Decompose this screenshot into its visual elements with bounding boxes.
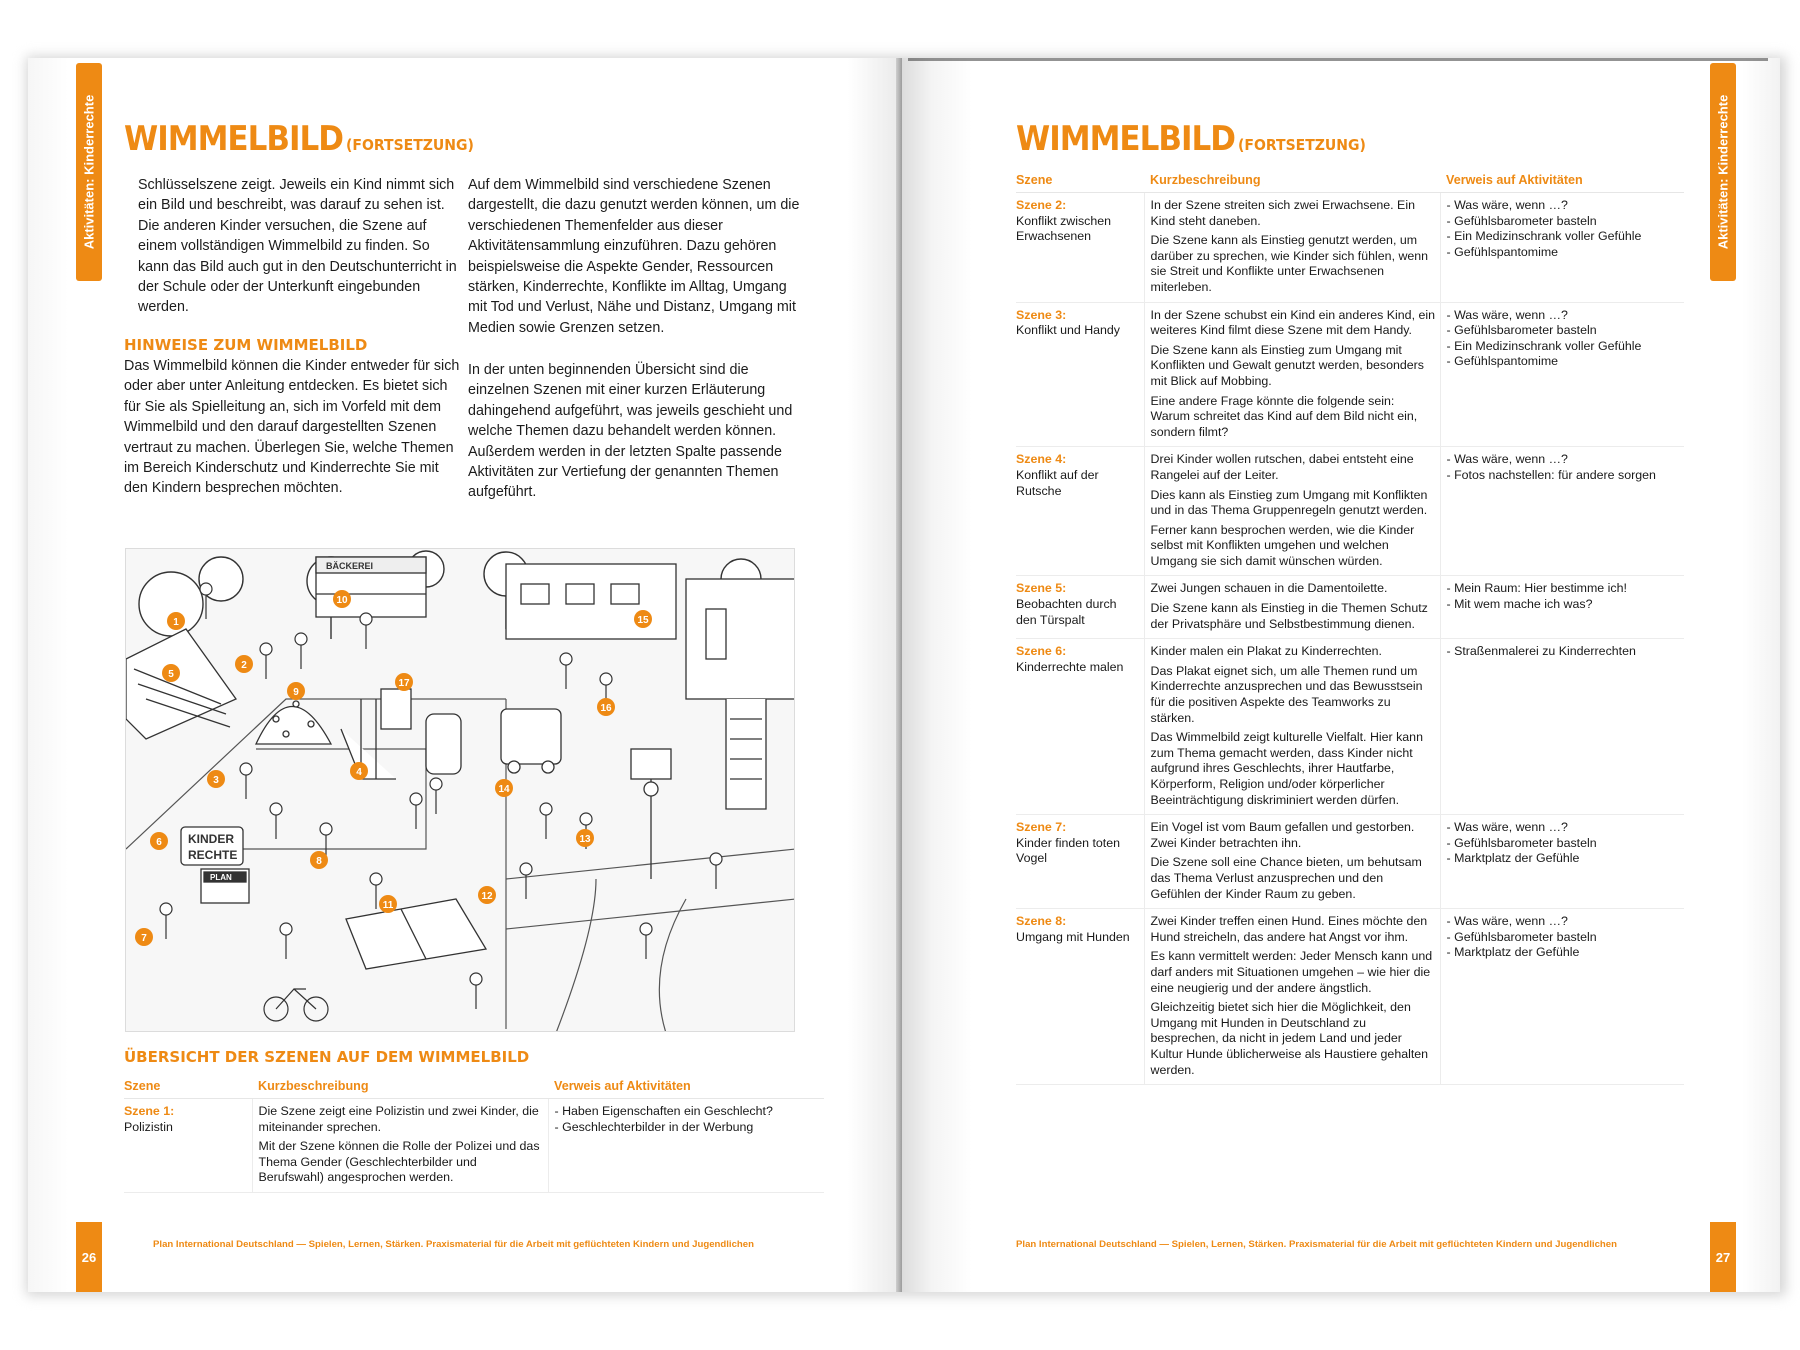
right-page-number: 27 — [1710, 1222, 1736, 1292]
left-page-heading — [124, 120, 474, 159]
description-paragraph: Die Szene kann als Einstieg genutzt werden, um darüber zu sprechen, wie Kinder sich fühlen, wenn sie Streit und Konflikte unter Erwachsenen miterleben. — [1150, 233, 1429, 294]
hints-subheading: HINWEISE ZUM WIMMELBILD — [124, 336, 368, 354]
right-side-tab-label: Aktivitäten: Kinderrechte — [1715, 94, 1731, 250]
description-cell — [1144, 639, 1440, 815]
scene-label: Szene 1: — [124, 1104, 175, 1118]
marker-5: 5 — [168, 669, 174, 680]
scene-cell — [124, 1099, 252, 1193]
description-cell — [1144, 815, 1440, 909]
description-paragraph: Die Szene zeigt eine Polizistin und zwei Kinder, die miteinander sprechen. — [258, 1104, 539, 1134]
references-cell: - Haben Eigenschaften ein Geschlecht? - Geschlechterbilder in der Werbung — [548, 1099, 824, 1193]
marker-16: 16 — [600, 703, 612, 714]
scene-title: Beobachten durch den Türspalt — [1016, 597, 1117, 627]
scene-label: Szene 2: — [1016, 198, 1067, 212]
description-paragraph: Mit der Szene können die Rolle der Polizei und das Thema Gender (Geschlechterbilder und Berufswahl) angesprochen werden. — [258, 1139, 540, 1185]
marker-9: 9 — [293, 687, 299, 698]
description-paragraph: Ferner kann besprochen werden, wie die Kinder selbst mit Konflikten umgehen und welchen Umgang sie sich damit wünschen würden. — [1150, 522, 1415, 568]
marker-8: 8 — [316, 856, 322, 867]
marker-7: 7 — [141, 933, 147, 944]
description-paragraph: Zwei Kinder treffen einen Hund. Eines möchte den Hund streicheln, das andere hat Angst vor ihm. — [1150, 914, 1428, 944]
description-paragraph: Ein Vogel ist vom Baum gefallen und gestorben. Zwei Kinder betrachten ihn. — [1150, 820, 1415, 850]
references-cell: - Was wäre, wenn …? - Gefühlsbarometer basteln - Marktplatz der Gefühle — [1440, 815, 1684, 909]
table-row — [1016, 447, 1684, 576]
description-cell — [1144, 302, 1440, 447]
col-header-description: Kurzbeschreibung — [1144, 170, 1440, 193]
table-row — [1016, 302, 1684, 447]
right-scenes-table — [1016, 170, 1684, 1085]
wimmelbild-drawing — [126, 549, 795, 1032]
description-paragraph: Kinder malen ein Plakat zu Kinderrechten. — [1150, 644, 1382, 659]
col-header-references: Verweis auf Aktivitäten — [548, 1076, 824, 1099]
scene-title: Konflikt zwischen Erwachsenen — [1016, 213, 1112, 244]
left-side-tab — [76, 63, 102, 281]
references-cell: - Was wäre, wenn …? - Gefühlsbarometer basteln - Ein Medizinschrank voller Gefühle - Gefühlspantomime — [1440, 302, 1684, 447]
left-page — [28, 58, 902, 1292]
scene-title: Umgang mit Hunden — [1016, 929, 1130, 944]
left-side-tab-label: Aktivitäten: Kinderrechte — [81, 94, 97, 250]
right-footer: Plan International Deutschland — Spielen, Lernen, Stärken. Praxismaterial für die Arbeit mit geflüchteten Kindern und Jugendlichen — [1016, 1239, 1617, 1250]
references-cell: - Was wäre, wenn …? - Gefühlsbarometer basteln - Marktplatz der Gefühle — [1440, 909, 1684, 1085]
description-paragraph: In der Szene streiten sich zwei Erwachsene. Ein Kind steht daneben. — [1150, 198, 1415, 228]
scene-cell — [1016, 576, 1144, 639]
table-row — [1016, 909, 1684, 1085]
marker-1: 1 — [173, 617, 179, 628]
description-paragraph: Das Plakat eignet sich, um alle Themen rund um Kinderrechte anzusprechen und das Bewusstsein für die positiven Aspekte des Teamworks zu stärken. — [1150, 663, 1423, 725]
scene-cell — [1016, 447, 1144, 576]
scene-title: Konflikt auf der Rutsche — [1016, 467, 1099, 498]
left-col1-intro: Schlüsselszene zeigt. Jeweils ein Kind nimmt sich ein Bild und beschreibt, was darauf zu sehen ist. Die anderen Kinder versuchen, die Szene auf einem vollständigen Wimmelbild zu finden. So kann das Bild auch gut in den Deutschunterricht in der Schule oder der Unterkunft eingebunden werden. — [138, 177, 457, 316]
description-paragraph: Die Szene soll eine Chance bieten, um behutsam das Thema Verlust anzusprechen und den Gefühlen der Kinder Raum zu geben. — [1150, 855, 1422, 901]
description-cell — [1144, 909, 1440, 1085]
overview-subheading: ÜBERSICHT DER SZENEN AUF DEM WIMMELBILD — [124, 1048, 530, 1066]
scene-title: Kinderrechte malen — [1016, 659, 1124, 674]
description-cell — [1144, 193, 1440, 303]
scene-label: Szene 7: — [1016, 820, 1067, 835]
right-side-tab — [1710, 63, 1736, 281]
references-cell: - Was wäre, wenn …? - Gefühlsbarometer basteln - Ein Medizinschrank voller Gefühle - Gefühlspantomime — [1440, 193, 1684, 303]
description-paragraph: Die Szene kann als Einstieg zum Umgang mit Konflikten und Gewalt genutzt werden, besonders mit Blick auf Mobbing. — [1150, 342, 1424, 388]
right-heading-text: WIMMELBILD — [1016, 120, 1236, 159]
description-paragraph: Das Wimmelbild zeigt kulturelle Vielfalt. Hier kann zum Thema gemacht werden, dass Kinder nicht aufgrund ihres Geschlechts, ihrer Hautfarbe, Körperform, Religion und/oder körperlicher Beeinträchtigung diskriminiert werden dürfen. — [1150, 730, 1423, 807]
scene-cell — [1016, 909, 1144, 1085]
kinderrechte-sign-line2: RECHTE — [188, 848, 238, 862]
col-header-description: Kurzbeschreibung — [252, 1076, 548, 1099]
scene-cell — [1016, 815, 1144, 909]
references-cell: - Straßenmalerei zu Kinderrechten — [1440, 639, 1684, 815]
col-header-scene: Szene — [1016, 170, 1144, 193]
description-paragraph: Gleichzeitig bietet sich hier die Möglichkeit, den Umgang mit Hunden in Deutschland zu besprechen, da nicht in jedem Land und jeder Kultur Hunde üblicherweise als Haustiere gehalten werden. — [1150, 1000, 1429, 1077]
left-scenes-table — [124, 1076, 824, 1193]
hints-paragraph: Das Wimmelbild können die Kinder entweder für sich oder aber unter Anleitung entdecken. Es bietet sich für Sie als Spielleitung an, sich im Vorfeld mit dem Wimmelbild und den darauf dargestellten Szenen vertraut zu machen. Überlegen Sie, welche Themen im Bereich Kinderschutz und Kinderrechte Sie mit den Kindern besprechen möchten. — [124, 358, 460, 497]
marker-17: 17 — [398, 678, 410, 689]
marker-10: 10 — [336, 595, 348, 606]
scene-title: Polizistin — [124, 1119, 173, 1134]
description-cell — [252, 1099, 548, 1193]
scene-title: Konflikt und Handy — [1016, 323, 1121, 338]
table-row — [124, 1099, 824, 1193]
marker-13: 13 — [579, 834, 591, 845]
description-paragraph: In der Szene schubst ein Kind ein anderes Kind, ein weiteres Kind filmt diese Szene mit dem Handy. — [1150, 307, 1435, 338]
table-row — [1016, 576, 1684, 639]
scene-label: Szene 6: — [1016, 644, 1067, 659]
left-page-number: 26 — [76, 1222, 102, 1292]
scene-label: Szene 8: — [1016, 914, 1067, 929]
scene-label: Szene 5: — [1016, 581, 1067, 596]
wimmelbild-illustration — [125, 548, 795, 1032]
scene-label: Szene 3: — [1016, 307, 1067, 322]
marker-15: 15 — [637, 615, 649, 626]
description-paragraph: Dies kann als Einstieg zum Umgang mit Konflikten und in das Thema Gruppenregeln genutzt werden. — [1150, 487, 1428, 518]
plan-logo: PLAN — [210, 873, 232, 882]
table-row — [1016, 193, 1684, 303]
table-header-row — [1016, 170, 1684, 193]
table-header-row — [124, 1076, 824, 1099]
scene-label: Szene 4: — [1016, 452, 1067, 467]
right-page — [902, 58, 1780, 1292]
scene-cell — [1016, 639, 1144, 815]
right-heading-suffix: (FORTSETZUNG) — [1238, 137, 1366, 155]
cover-edge — [908, 58, 1768, 61]
col-header-references: Verweis auf Aktivitäten — [1440, 170, 1684, 193]
scene-cell — [1016, 193, 1144, 303]
references-cell: - Was wäre, wenn …? - Fotos nachstellen: für andere sorgen — [1440, 447, 1684, 576]
col-header-scene: Szene — [124, 1076, 252, 1099]
bakery-sign: BÄCKEREI — [326, 561, 374, 571]
left-heading-suffix: (FORTSETZUNG) — [346, 137, 474, 155]
description-paragraph: Zwei Jungen schauen in die Damentoilette. — [1150, 581, 1388, 596]
description-paragraph: Eine andere Frage könnte die folgende sein: Warum schreitet das Kind auf dem Bild nicht ein, sondern filmt? — [1150, 393, 1418, 439]
description-paragraph: Es kann vermittelt werden: Jeder Mensch kann und darf anders mit Situationen umgehen – wie hier die eine neugierig und der andere ängstlich. — [1150, 949, 1433, 995]
table-row — [1016, 815, 1684, 909]
marker-3: 3 — [213, 775, 219, 786]
marker-4: 4 — [356, 767, 362, 778]
kinderrechte-sign-line1: KINDER — [188, 832, 235, 846]
description-cell — [1144, 576, 1440, 639]
left-heading-text: WIMMELBILD — [124, 120, 344, 159]
marker-2: 2 — [241, 660, 247, 671]
scene-cell — [1016, 302, 1144, 447]
left-col2-para1: Auf dem Wimmelbild sind verschiedene Szenen dargestellt, die dazu genutzt werden können, um die verschiedenen Themenfelder aus dieser Aktivitätensammlung einzuführen. Dazu gehören beispielsweise die Aspekte Gender, Ressourcen stärken, Kinderrechte, Konflikte im Alltag, Umgang mit Tod und Verlust, Nähe und Distanz, Umgang mit Medien sowie Grenzen setzen. — [468, 177, 800, 336]
description-cell — [1144, 447, 1440, 576]
left-footer: Plan International Deutschland — Spielen, Lernen, Stärken. Praxismaterial für die Arbeit mit geflüchteten Kindern und Jugendlichen — [153, 1239, 754, 1250]
marker-11: 11 — [382, 900, 394, 911]
description-paragraph: Drei Kinder wollen rutschen, dabei entsteht eine Rangelei auf der Leiter. — [1150, 452, 1414, 482]
left-col2-para2: In der unten beginnenden Übersicht sind die einzelnen Szenen mit einer kurzen Erläuterung dahingehend aufgeführt, was jeweils geschieht und welche Themen dazu behandelt werden können. Außerdem werden in der letzten Spalte passende Aktivitäten zur Vertiefung der genannten Themen aufgeführt. — [468, 362, 793, 501]
references-cell: - Mein Raum: Hier bestimme ich! - Mit wem mache ich was? — [1440, 576, 1684, 639]
marker-6: 6 — [156, 837, 162, 848]
marker-12: 12 — [481, 891, 493, 902]
table-row — [1016, 639, 1684, 815]
description-paragraph: Die Szene kann als Einstieg in die Themen Schutz der Privatsphäre und Selbstbestimmung dienen. — [1150, 601, 1428, 631]
marker-14: 14 — [498, 784, 510, 795]
right-page-heading — [1016, 120, 1366, 159]
scene-title: Kinder finden toten Vogel — [1016, 835, 1121, 866]
